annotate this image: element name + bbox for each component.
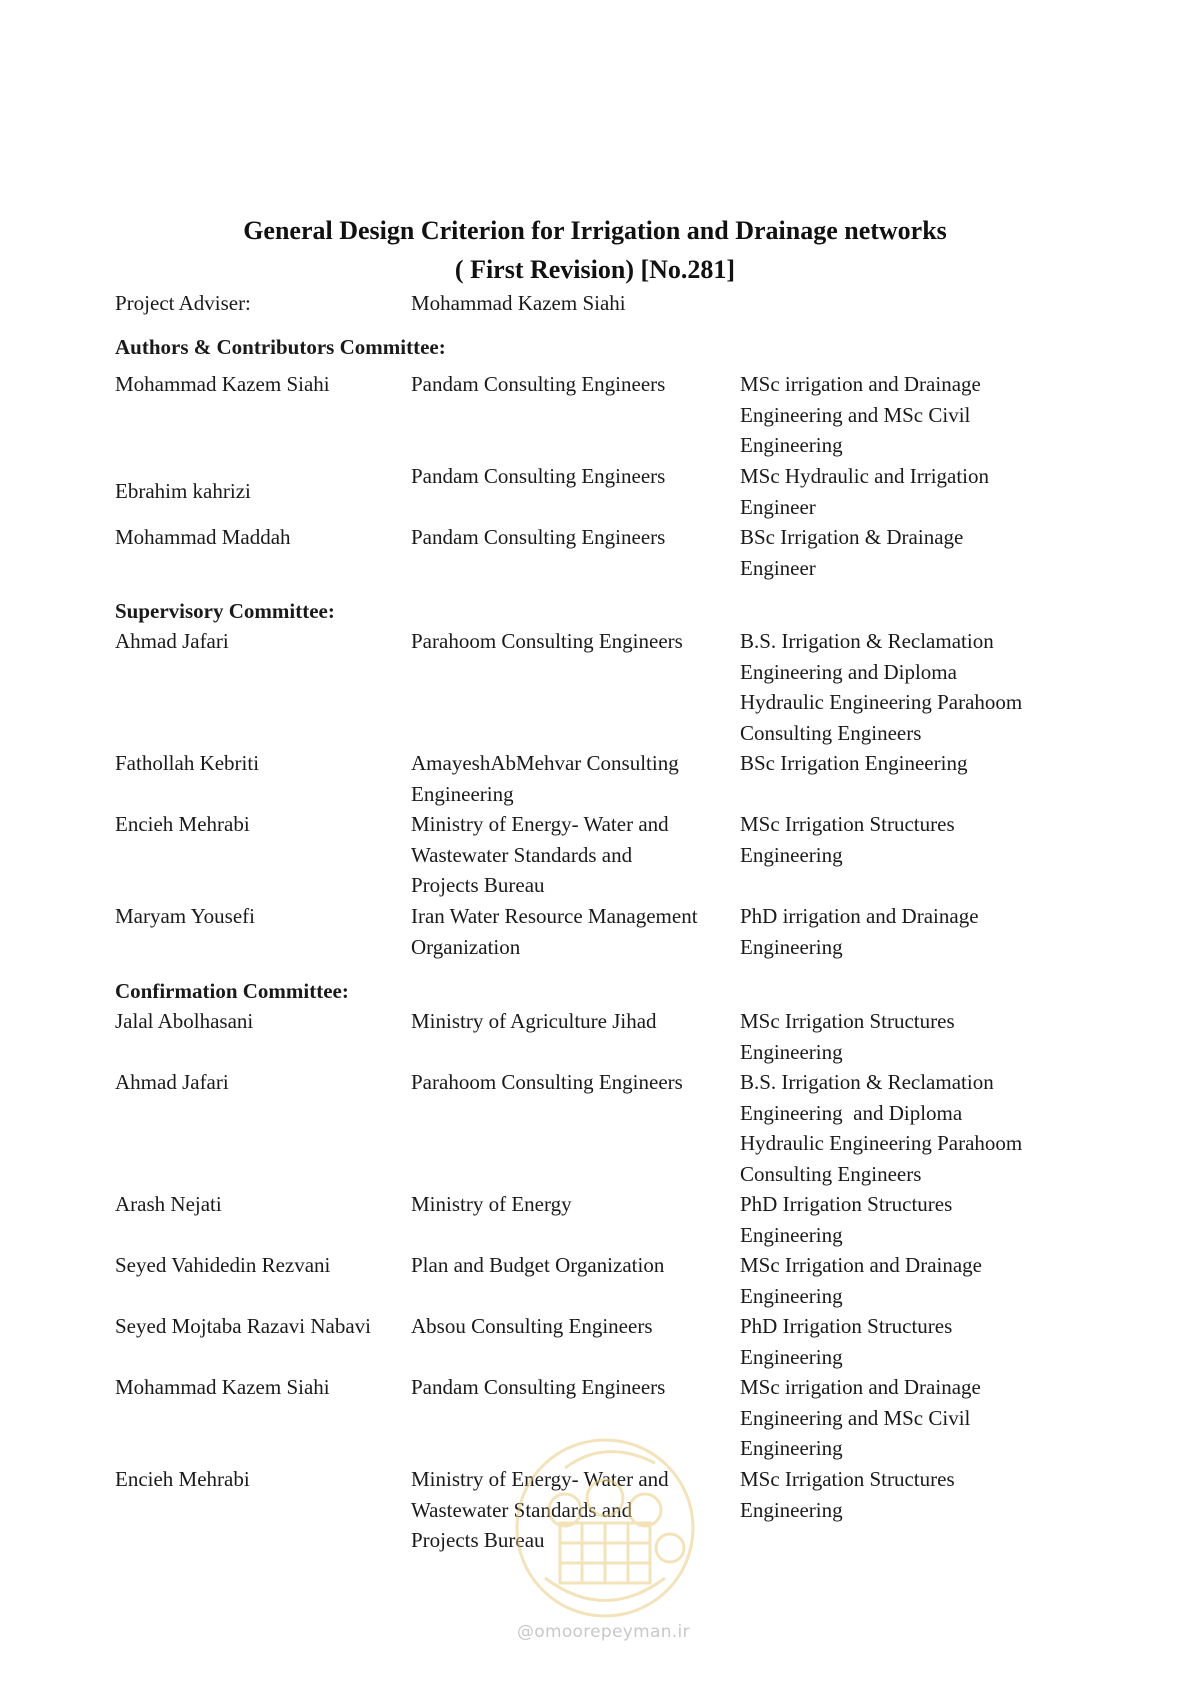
member-degree: MSc Irrigation Structures <box>740 1467 955 1491</box>
member-degree: MSc irrigation and Drainage <box>740 1375 981 1399</box>
member-degree: Engineering <box>740 934 843 959</box>
member-degree: Engineer <box>740 494 816 519</box>
member-organization: Parahoom Consulting Engineers <box>411 1070 683 1094</box>
watermark-text: @omoorepeyman.ir <box>517 1622 690 1642</box>
member-degree: MSc Hydraulic and Irrigation <box>740 464 990 488</box>
member-name: Ahmad Jafari <box>115 1070 229 1094</box>
member-degree: Engineering <box>740 1283 843 1308</box>
member-degree: Engineering <box>740 433 843 457</box>
member-organization: Parahoom Consulting Engineers <box>411 629 683 653</box>
member-degree: MSc Irrigation Structures <box>740 1009 955 1033</box>
member-name: Encieh Mehrabi <box>115 1467 250 1491</box>
member-name: Ebrahim kahrizi <box>115 479 251 503</box>
member-degree: B.S. Irrigation & Reclamation <box>740 629 994 653</box>
adviser-name: Mohammad Kazem Siahi <box>411 291 626 315</box>
member-name: Mohammad Maddah <box>115 525 291 549</box>
member-name: Mohammad Kazem Siahi <box>115 1375 330 1399</box>
member-organization: Ministry of Agriculture Jihad <box>411 1009 657 1033</box>
member-name: Arash Nejati <box>115 1192 222 1216</box>
member-degree: Engineering <box>740 1497 843 1522</box>
member-degree: Engineer <box>740 555 816 580</box>
member-organization: Projects Bureau <box>411 873 545 897</box>
member-degree: BSc Irrigation Engineering <box>740 751 968 775</box>
section-heading-confirmation: Confirmation Committee: <box>115 979 349 1003</box>
member-organization: Iran Water Resource Management <box>411 904 698 928</box>
member-organization: Engineering <box>411 781 514 806</box>
member-name: Seyed Vahidedin Rezvani <box>115 1253 331 1277</box>
member-degree: MSc Irrigation and Drainage <box>740 1253 983 1277</box>
member-organization: Projects Bureau <box>411 1528 545 1552</box>
member-degree: Engineering and Diploma <box>740 659 957 684</box>
member-organization: Pandam Consulting Engineers <box>411 1375 666 1399</box>
member-degree: MSc irrigation and Drainage <box>740 372 981 396</box>
member-degree: Engineering <box>740 1344 843 1369</box>
member-name: Encieh Mehrabi <box>115 812 250 836</box>
member-organization: Wastewater Standards and <box>411 842 633 867</box>
member-degree: Engineering and MSc Civil <box>740 1405 971 1430</box>
member-organization: Ministry of Energy <box>411 1192 572 1216</box>
section-heading-authors: Authors & Contributors Committee: <box>115 335 446 359</box>
watermark-seal-logo <box>505 1428 705 1628</box>
member-degree: Engineering <box>740 1222 843 1247</box>
member-name: Seyed Mojtaba Razavi Nabavi <box>115 1314 371 1338</box>
member-degree: B.S. Irrigation & Reclamation <box>740 1070 994 1094</box>
member-organization: Pandam Consulting Engineers <box>411 464 666 488</box>
member-degree: Consulting Engineers <box>740 1161 922 1186</box>
member-degree: Engineering and Diploma <box>740 1100 963 1125</box>
section-heading-supervisory: Supervisory Committee: <box>115 599 335 623</box>
member-name: Maryam Yousefi <box>115 904 255 928</box>
member-organization: Organization <box>411 934 521 959</box>
member-degree: Engineering <box>740 842 843 867</box>
member-degree: Engineering <box>740 1436 843 1460</box>
page-title-line-1: General Design Criterion for Irrigation and Drainage networks <box>243 216 947 245</box>
member-degree: Engineering and MSc Civil <box>740 402 971 427</box>
member-organization: Ministry of Energy- Water and <box>411 812 669 836</box>
adviser-label: Project Adviser: <box>115 291 251 315</box>
member-degree: Hydraulic Engineering Parahoom <box>740 1131 1023 1155</box>
member-degree: Engineering <box>740 1039 843 1064</box>
member-organization: AmayeshAbMehvar Consulting <box>411 751 679 775</box>
member-organization: Ministry of Energy- Water and <box>411 1467 669 1491</box>
member-name: Jalal Abolhasani <box>115 1009 254 1033</box>
member-organization: Pandam Consulting Engineers <box>411 525 666 549</box>
member-degree: Consulting Engineers <box>740 720 922 745</box>
member-degree: BSc Irrigation & Drainage <box>740 525 964 549</box>
member-organization: Wastewater Standards and <box>411 1497 633 1522</box>
member-organization: Plan and Budget Organization <box>411 1253 665 1277</box>
member-name: Mohammad Kazem Siahi <box>115 372 330 396</box>
page-title-line-2: ( First Revision) [No.281] <box>454 255 736 284</box>
member-degree: MSc Irrigation Structures <box>740 812 955 836</box>
member-degree: PhD irrigation and Drainage <box>740 904 979 928</box>
member-degree: PhD Irrigation Structures <box>740 1192 953 1216</box>
member-name: Ahmad Jafari <box>115 629 229 653</box>
member-organization: Absou Consulting Engineers <box>411 1314 653 1338</box>
member-degree: Hydraulic Engineering Parahoom <box>740 690 1023 714</box>
member-organization: Pandam Consulting Engineers <box>411 372 666 396</box>
member-degree: PhD Irrigation Structures <box>740 1314 953 1338</box>
member-name: Fathollah Kebriti <box>115 751 260 775</box>
